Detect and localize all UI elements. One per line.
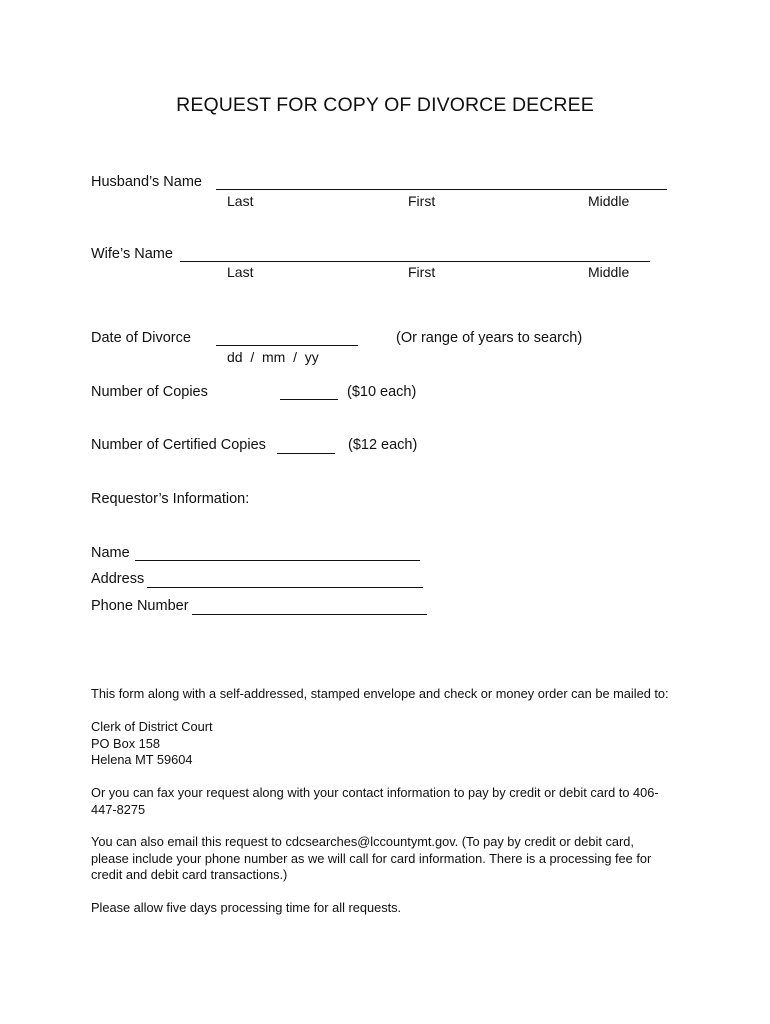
fax-instructions: Or you can fax your request along with your contact information to pay by credit or debit card to 406-447-8275 — [91, 785, 659, 817]
requestor-heading: Requestor’s Information: — [91, 491, 250, 507]
divorce-date-format: dd / mm / yy — [227, 349, 319, 365]
wife-first-caption: First — [408, 264, 436, 280]
wife-middle-caption: Middle — [588, 264, 630, 280]
mail-instructions: This form along with a self-addressed, stamped envelope and check or money order can be mailed to: — [91, 686, 669, 701]
copies-label: Number of Copies — [91, 384, 208, 400]
requestor-name-label: Name — [91, 545, 130, 561]
requestor-phone-label: Phone Number — [91, 598, 189, 614]
page-title: REQUEST FOR COPY OF DIVORCE DECREE — [176, 94, 594, 116]
requestor-address-field[interactable] — [147, 587, 423, 588]
requestor-address-label: Address — [91, 571, 145, 587]
processing-time-note: Please allow five days processing time for all requests. — [91, 900, 402, 915]
husband-first-caption: First — [408, 193, 436, 209]
certified-copies-price: ($12 each) — [348, 437, 418, 453]
copies-field[interactable] — [280, 399, 338, 400]
mail-address-line-2: PO Box 158 — [91, 736, 161, 751]
certified-copies-field[interactable] — [277, 453, 335, 454]
husband-name-label: Husband’s Name — [91, 174, 202, 190]
divorce-date-note: (Or range of years to search) — [396, 330, 583, 346]
divorce-date-label: Date of Divorce — [91, 330, 191, 346]
husband-name-field[interactable] — [216, 189, 667, 190]
certified-copies-label: Number of Certified Copies — [91, 437, 266, 453]
wife-last-caption: Last — [227, 264, 254, 280]
husband-middle-caption: Middle — [588, 193, 630, 209]
requestor-name-field[interactable] — [135, 560, 420, 561]
husband-last-caption: Last — [227, 193, 254, 209]
copies-price: ($10 each) — [347, 384, 417, 400]
requestor-phone-field[interactable] — [192, 614, 427, 615]
mail-address-line-3: Helena MT 59604 — [91, 752, 193, 767]
email-instructions: You can also email this request to cdcsearches@lccountymt.gov. (To pay by credit or debit card, please include your phone number as we will call for card information. There is a processing fee for credit and debit card transactions.) — [91, 834, 652, 882]
mail-address-line-1: Clerk of District Court — [91, 719, 213, 734]
wife-name-field[interactable] — [180, 261, 650, 262]
divorce-date-field[interactable] — [216, 345, 358, 346]
wife-name-label: Wife’s Name — [91, 246, 173, 262]
